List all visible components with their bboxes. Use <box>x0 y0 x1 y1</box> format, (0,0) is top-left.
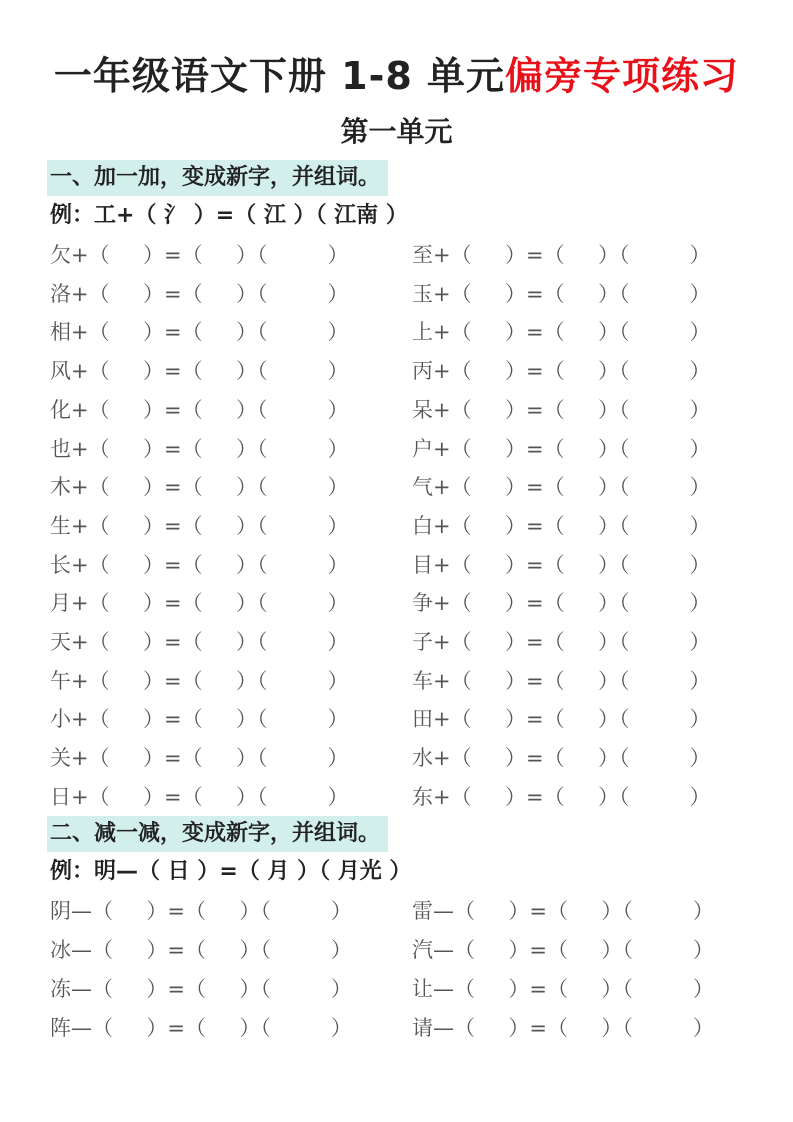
exercise-row <box>412 510 711 542</box>
base-character: 关 <box>50 746 71 771</box>
base-character: 子 <box>412 630 433 654</box>
answer-blanks: +（ ）=（ ）（ ） <box>433 475 711 500</box>
section-1-example: 例：工+（ 氵 ）=（ 江 ）（ 江南 ） <box>50 203 408 228</box>
title-main: 一年级语文下册 1-8 单元 <box>53 54 506 98</box>
exercise-row <box>50 934 352 966</box>
answer-blanks: +（ ）=（ ）（ ） <box>71 397 349 422</box>
base-character: 气 <box>412 475 433 500</box>
answer-blanks: +（ ）=（ ）（ ） <box>71 746 349 771</box>
exercise-row <box>50 239 349 271</box>
base-character: 阴 <box>50 899 71 923</box>
base-character: 争 <box>412 591 433 616</box>
base-character: 阵 <box>50 1016 71 1040</box>
answer-blanks: —（ ）=（ ）（ ） <box>71 977 352 1001</box>
answer-blanks: +（ ）=（ ）（ ） <box>433 591 711 616</box>
base-character: 小 <box>50 707 71 732</box>
answer-blanks: +（ ）=（ ）（ ） <box>71 281 349 306</box>
exercise-row <box>412 433 711 465</box>
answer-blanks: +（ ）=（ ）（ ） <box>71 436 349 461</box>
exercise-row <box>412 1012 714 1044</box>
base-character: 洛 <box>50 281 71 306</box>
exercise-row <box>50 626 349 658</box>
base-character: 化 <box>50 397 71 422</box>
exercise-row <box>412 895 714 927</box>
answer-blanks: —（ ）=（ ）（ ） <box>433 977 714 1001</box>
base-character: 天 <box>50 630 71 654</box>
base-character: 午 <box>50 668 71 693</box>
exercise-row <box>50 433 349 465</box>
base-character: 欠 <box>50 243 71 267</box>
base-character: 玉 <box>412 281 433 306</box>
exercise-row <box>50 665 349 697</box>
answer-blanks: +（ ）=（ ）（ ） <box>433 784 711 809</box>
base-character: 上 <box>412 320 433 345</box>
base-character: 汽 <box>412 938 433 962</box>
base-character: 雷 <box>412 899 433 923</box>
base-character: 丙 <box>412 359 433 384</box>
exercise-row <box>50 355 349 387</box>
base-character: 东 <box>412 784 433 809</box>
answer-blanks: +（ ）=（ ）（ ） <box>433 707 711 732</box>
base-character: 冻 <box>50 977 71 1001</box>
exercise-row <box>412 781 711 813</box>
base-character: 白 <box>412 513 433 538</box>
exercise-row <box>50 471 349 503</box>
answer-blanks: +（ ）=（ ）（ ） <box>433 243 711 267</box>
exercise-row <box>412 742 711 774</box>
answer-blanks: —（ ）=（ ）（ ） <box>71 938 352 962</box>
exercise-row <box>50 278 349 310</box>
base-character: 生 <box>50 513 71 538</box>
exercise-row <box>50 973 352 1005</box>
base-character: 风 <box>50 359 71 384</box>
base-character: 日 <box>50 784 71 809</box>
answer-blanks: +（ ）=（ ）（ ） <box>71 359 349 384</box>
section-2-heading: 二、减一减，变成新字，并组词。 <box>47 816 388 852</box>
answer-blanks: +（ ）=（ ）（ ） <box>71 707 349 732</box>
exercise-row <box>50 316 349 348</box>
unit-heading: 第一单元 <box>340 115 453 148</box>
base-character: 也 <box>50 436 71 461</box>
exercise-row <box>50 895 352 927</box>
section-2-example: 例：明—（ 日 ）=（ 月 ）（ 月光 ） <box>50 859 412 884</box>
answer-blanks: +（ ）=（ ）（ ） <box>433 436 711 461</box>
base-character: 让 <box>412 977 433 1001</box>
answer-blanks: +（ ）=（ ）（ ） <box>433 281 711 306</box>
answer-blanks: +（ ）=（ ）（ ） <box>433 320 711 345</box>
exercise-row <box>412 665 711 697</box>
exercise-row <box>412 587 711 619</box>
exercise-row <box>50 781 349 813</box>
answer-blanks: +（ ）=（ ）（ ） <box>71 552 349 577</box>
answer-blanks: +（ ）=（ ）（ ） <box>433 513 711 538</box>
answer-blanks: —（ ）=（ ）（ ） <box>433 1016 714 1040</box>
base-character: 请 <box>412 1016 433 1040</box>
answer-blanks: —（ ）=（ ）（ ） <box>433 899 714 923</box>
answer-blanks: +（ ）=（ ）（ ） <box>71 475 349 500</box>
exercise-row <box>412 549 711 581</box>
answer-blanks: +（ ）=（ ）（ ） <box>71 591 349 616</box>
answer-blanks: —（ ）=（ ）（ ） <box>71 1016 352 1040</box>
base-character: 水 <box>412 746 433 771</box>
section-1-heading: 一、加一加，变成新字，并组词。 <box>47 160 388 196</box>
exercise-row <box>412 239 711 271</box>
answer-blanks: +（ ）=（ ）（ ） <box>433 552 711 577</box>
exercise-row <box>412 973 714 1005</box>
exercise-row <box>50 510 349 542</box>
answer-blanks: +（ ）=（ ）（ ） <box>71 668 349 693</box>
answer-blanks: +（ ）=（ ）（ ） <box>433 630 711 654</box>
base-character: 月 <box>50 591 71 616</box>
answer-blanks: +（ ）=（ ）（ ） <box>433 746 711 771</box>
answer-blanks: +（ ）=（ ）（ ） <box>71 784 349 809</box>
answer-blanks: +（ ）=（ ）（ ） <box>433 668 711 693</box>
base-character: 至 <box>412 243 433 267</box>
answer-blanks: +（ ）=（ ）（ ） <box>71 243 349 267</box>
base-character: 相 <box>50 320 71 345</box>
answer-blanks: +（ ）=（ ）（ ） <box>433 359 711 384</box>
exercise-row <box>412 934 714 966</box>
exercise-row <box>50 1012 352 1044</box>
exercise-row <box>412 471 711 503</box>
base-character: 冰 <box>50 938 71 962</box>
exercise-row <box>412 703 711 735</box>
page-title <box>0 52 793 100</box>
answer-blanks: —（ ）=（ ）（ ） <box>433 938 714 962</box>
exercise-row <box>412 626 711 658</box>
exercise-row <box>412 316 711 348</box>
exercise-row <box>412 278 711 310</box>
answer-blanks: —（ ）=（ ）（ ） <box>71 899 352 923</box>
exercise-row <box>412 355 711 387</box>
exercise-row <box>412 394 711 426</box>
base-character: 目 <box>412 552 433 577</box>
exercise-row <box>50 742 349 774</box>
exercise-row <box>50 587 349 619</box>
answer-blanks: +（ ）=（ ）（ ） <box>71 630 349 654</box>
exercise-row <box>50 394 349 426</box>
answer-blanks: +（ ）=（ ）（ ） <box>71 513 349 538</box>
base-character: 呆 <box>412 397 433 422</box>
base-character: 田 <box>412 707 433 732</box>
base-character: 长 <box>50 552 71 577</box>
base-character: 户 <box>412 436 433 461</box>
answer-blanks: +（ ）=（ ）（ ） <box>71 320 349 345</box>
title-highlight: 偏旁专项练习 <box>505 54 740 98</box>
exercise-row <box>50 703 349 735</box>
answer-blanks: +（ ）=（ ）（ ） <box>433 397 711 422</box>
base-character: 车 <box>412 668 433 693</box>
base-character: 木 <box>50 475 71 500</box>
exercise-row <box>50 549 349 581</box>
